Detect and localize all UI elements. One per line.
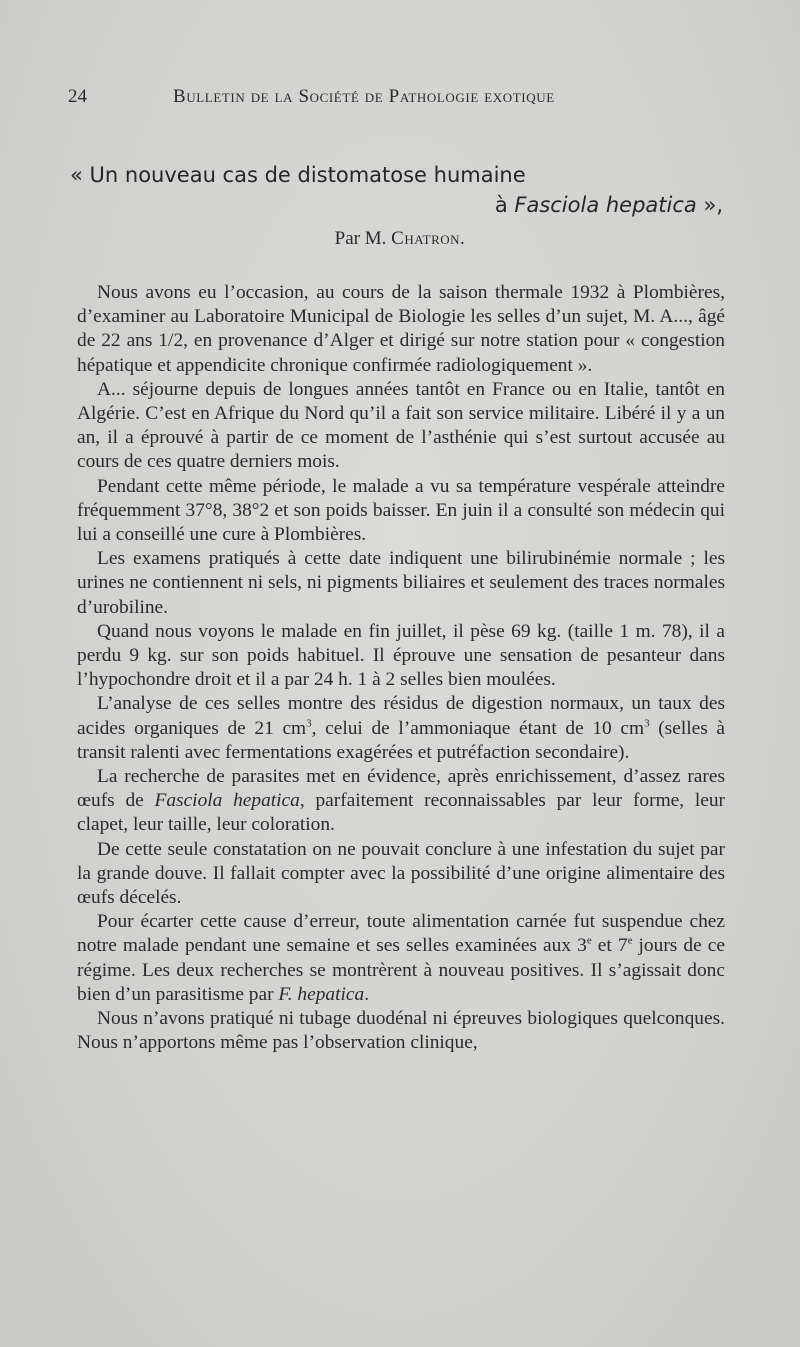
article-title (70, 160, 725, 220)
paragraph-text: Nous n’avons pratiqué ni tubage duodénal ni épreuves biologiques quelconques. Nous n’apportons même pas l’observation clinique, (77, 1008, 725, 1054)
article-body (77, 281, 725, 1056)
superscript: e (586, 935, 592, 948)
superscript: 3 (306, 717, 312, 730)
article-title-line-1: « Un nouveau cas de distomatose humaine (70, 163, 526, 187)
paragraph-text: Pour écarter cette cause d’erreur, toute alimentation carnée fut suspendue chez notre malade pendant une semaine et ses selles examinées aux 3 (77, 911, 725, 957)
title-prefix: à (494, 193, 515, 217)
body-paragraph (77, 281, 725, 378)
paragraph-text: L’analyse de ces selles montre des résidus de digestion normaux, un taux des acides organiques de 21 cm (77, 693, 725, 739)
paragraph-text: A... séjourne depuis de longues années tantôt en France ou en Italie, tantôt en Algérie. C’est en Afrique du Nord qu’il a fait son service militaire. Libéré il y a un an, il a éprouvé à partir de ce moment de l’asthénie qui s’est surtout accusée au cours de ces quatre derniers mois. (77, 378, 725, 473)
author-line (0, 228, 800, 250)
title-suffix: », (696, 193, 723, 217)
paragraph-text: , parfaitement reconnaissables par leur forme, leur clapet, leur taille, leur coloration. (77, 790, 725, 836)
paragraph-text: Quand nous voyons le malade en fin juillet, il pèse 69 kg. (taille 1 m. 78), il a perdu 9 kg. sur son poids habituel. Il éprouve une sensation de pesanteur dans l’hypochondre droit et il a par 24 h. 1 à 2 selles bien moulées. (77, 620, 725, 691)
paragraph-text: et 7 (591, 935, 628, 957)
journal-title: Bulletin de la Société de Pathologie exotique (173, 86, 555, 107)
author-name: Chatron. (391, 228, 466, 249)
paragraph-text: De cette seule constatation on ne pouvait conclure à une infestation du sujet par la grande douve. Il fallait compter avec la possibilité d’une origine alimentaire des œufs décelés. (77, 838, 725, 909)
body-paragraph (77, 378, 725, 475)
author-prefix: Par M. (334, 228, 392, 249)
page-number: 24 (68, 86, 87, 107)
paragraph-text: Nous avons eu l’occasion, au cours de la saison thermale 1932 à Plombières, d’examiner au Laboratoire Municipal de Biologie les selles d’un sujet, M. A..., âgé de 22 ans 1/2, en provenance d’Alger et dirigé sur notre station pour « congestion hépatique et appendicite chronique confirmée radiologiquement ». (77, 282, 725, 376)
superscript: 3 (644, 717, 650, 730)
body-paragraph (77, 1007, 725, 1055)
paragraph-text: La recherche de parasites met en évidence, après enrichissement, d’assez rares œufs de (77, 766, 725, 812)
article-title-line-2 (70, 190, 725, 220)
paragraph-text: jours de ce régime. Les deux recherches se montrèrent à nouveau positives. Il s’agissait donc bien d’un parasitisme par (77, 935, 726, 1005)
body-paragraph (77, 475, 725, 548)
paragraph-text: . (364, 983, 370, 1005)
italic-text: F. hepatica (278, 983, 365, 1005)
body-paragraph (77, 765, 725, 838)
paragraph-text: , celui de l’ammoniaque étant de 10 cm (311, 717, 645, 739)
body-paragraph (77, 547, 725, 620)
body-paragraph (77, 838, 725, 911)
title-genus: Fasciola hepatica (514, 193, 697, 217)
body-paragraph (77, 910, 725, 1007)
paragraph-text: Les examens pratiqués à cette date indiquent une bilirubinémie normale ; les urines ne contiennent ni sels, ni pigments biliaires et seulement des traces normales d’urobiline. (77, 548, 725, 618)
superscript: e (627, 935, 633, 948)
body-paragraph (77, 620, 725, 693)
running-header (68, 86, 728, 112)
italic-text: Fasciola hepatica (154, 790, 300, 812)
paragraph-text: (selles à transit ralenti avec fermentations exagérées et putréfaction secondaire). (77, 717, 725, 763)
body-paragraph (77, 692, 725, 765)
paragraph-text: Pendant cette même période, le malade a vu sa température vespérale atteindre fréquemment 37°8, 38°2 et son poids baisser. En juin il a consulté son médecin qui lui a conseillé une cure à Plombières. (77, 475, 725, 546)
